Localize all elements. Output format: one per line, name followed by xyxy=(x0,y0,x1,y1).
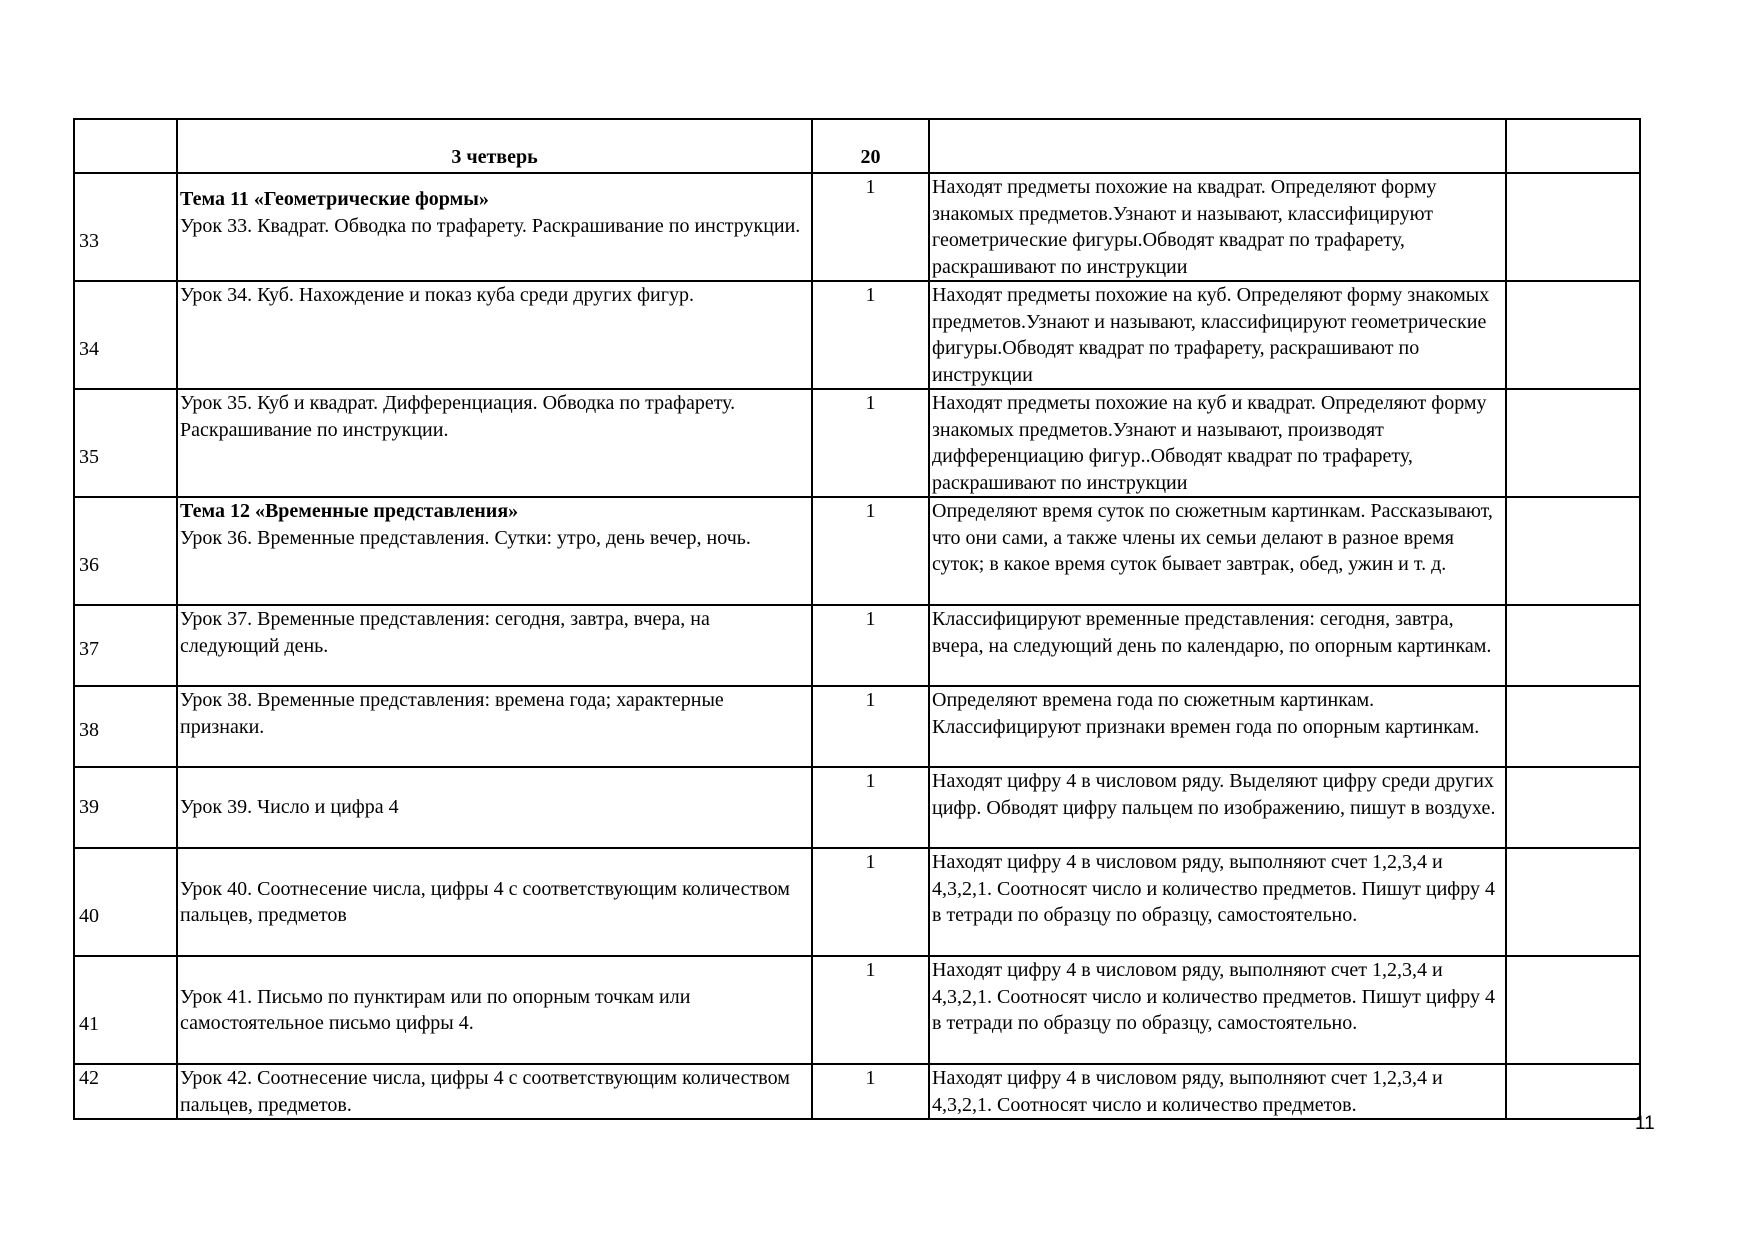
lesson-topic-cell xyxy=(177,605,812,686)
table-row xyxy=(74,605,1640,686)
lesson-hours: 1 xyxy=(812,389,929,497)
table-row xyxy=(74,848,1640,956)
lesson-title: Урок 35. Куб и квадрат. Дифференциация. Обводка по трафарету. Раскрашивание по инструкции. xyxy=(180,392,736,441)
student-activity: Находят предметы похожие на куб и квадрат. Определяют форму знакомых предметов.Узнают и называют, производят дифференциацию фигур..Обводят квадрат по трафарету, раскрашивают по инструкции xyxy=(929,389,1506,497)
lesson-hours: 1 xyxy=(812,1064,929,1119)
lesson-topic-cell xyxy=(177,1064,812,1119)
theme-title: Тема 12 «Временные представления» xyxy=(180,500,519,522)
student-activity: Находят предметы похожие на куб. Определяют форму знакомых предметов.Узнают и называют, классифицируют геометрические фигуры.Обводят квадрат по трафарету, раскрашивают по инструкции xyxy=(929,281,1506,389)
table-row xyxy=(74,173,1640,281)
lesson-topic-cell xyxy=(177,497,812,605)
lesson-note xyxy=(1506,848,1640,956)
lesson-topic-cell xyxy=(177,956,812,1064)
header-note-cell xyxy=(1506,119,1640,173)
quarter-title: 3 четверь xyxy=(177,119,812,173)
lesson-title: Урок 33. Квадрат. Обводка по трафарету. Раскрашивание по инструкции. xyxy=(180,214,801,237)
lesson-number: 42 xyxy=(74,1064,177,1119)
lesson-hours: 1 xyxy=(812,848,929,956)
lesson-hours: 1 xyxy=(812,767,929,848)
student-activity: Находят цифру 4 в числовом ряду, выполняют счет 1,2,3,4 и 4,3,2,1. Соотносят число и количество предметов. Пишут цифру 4 в тетради по образцу по образцу, самостоятельно. xyxy=(929,848,1506,956)
student-activity: Определяют времена года по сюжетным картинкам. Классифицируют признаки времен года по опорным картинкам. xyxy=(929,686,1506,767)
page-number: 11 xyxy=(1635,1113,1655,1134)
lesson-note xyxy=(1506,389,1640,497)
lesson-note xyxy=(1506,767,1640,848)
lesson-title: Урок 41. Письмо по пунктирам или по опорным точкам или самостоятельное письмо цифры 4. xyxy=(180,985,691,1034)
lesson-note xyxy=(1506,173,1640,281)
header-number-cell xyxy=(74,119,177,173)
lesson-title: Урок 39. Число и цифра 4 xyxy=(180,796,399,819)
student-activity: Определяют время суток по сюжетным картинкам. Рассказывают, что они сами, а также члены их семьи делают в разное время суток; в какое время суток бывает завтрак, обед, ужин и т. д. xyxy=(929,497,1506,605)
lesson-hours: 1 xyxy=(812,173,929,281)
lesson-topic-cell xyxy=(177,767,812,848)
lesson-title: Урок 42. Соотнесение числа, цифры 4 с соответствующим количеством пальцев, предметов. xyxy=(180,1067,790,1116)
student-activity: Классифицируют временные представления: сегодня, завтра, вчера, на следующий день по календарю, по опорным картинкам. xyxy=(929,605,1506,686)
table-row xyxy=(74,281,1640,389)
lesson-title: Урок 38. Временные представления: времена года; характерные признаки. xyxy=(180,689,724,738)
lesson-note xyxy=(1506,497,1640,605)
lesson-note xyxy=(1506,281,1640,389)
table-row xyxy=(74,767,1640,848)
lesson-number: 38 xyxy=(74,686,177,767)
lesson-topic-cell xyxy=(177,173,812,281)
lesson-hours: 1 xyxy=(812,497,929,605)
lesson-title: Урок 37. Временные представления: сегодня, завтра, вчера, на следующий день. xyxy=(180,608,710,657)
lesson-topic-cell xyxy=(177,281,812,389)
lesson-hours: 1 xyxy=(812,605,929,686)
lesson-hours: 1 xyxy=(812,281,929,389)
student-activity: Находят цифру 4 в числовом ряду, выполняют счет 1,2,3,4 и 4,3,2,1. Соотносят число и количество предметов. xyxy=(929,1064,1506,1119)
lesson-title: Урок 36. Временные представления. Сутки: утро, день вечер, ночь. xyxy=(180,526,751,549)
lesson-topic-cell xyxy=(177,389,812,497)
lesson-plan-table xyxy=(73,118,1641,1120)
lesson-number: 41 xyxy=(74,956,177,1064)
table-row xyxy=(74,686,1640,767)
table-row xyxy=(74,956,1640,1064)
lesson-number: 36 xyxy=(74,497,177,605)
student-activity: Находят предметы похожие на квадрат. Определяют форму знакомых предметов.Узнают и называют, классифицируют геометрические фигуры.Обводят квадрат по трафарету, раскрашивают по инструкции xyxy=(929,173,1506,281)
lesson-number: 35 xyxy=(74,389,177,497)
lesson-number: 37 xyxy=(74,605,177,686)
lesson-hours: 1 xyxy=(812,956,929,1064)
quarter-hours-total: 20 xyxy=(812,119,929,173)
table-row xyxy=(74,497,1640,605)
student-activity: Находят цифру 4 в числовом ряду, выполняют счет 1,2,3,4 и 4,3,2,1. Соотносят число и количество предметов. Пишут цифру 4 в тетради по образцу по образцу, самостоятельно. xyxy=(929,956,1506,1064)
lesson-note xyxy=(1506,605,1640,686)
lesson-note xyxy=(1506,1064,1640,1119)
lesson-title: Урок 40. Соотнесение числа, цифры 4 с соответствующим количеством пальцев, предметов xyxy=(180,877,790,926)
student-activity: Находят цифру 4 в числовом ряду. Выделяют цифру среди других цифр. Обводят цифру пальцем по изображению, пишут в воздухе. xyxy=(929,767,1506,848)
lesson-title: Урок 34. Куб. Нахождение и показ куба среди других фигур. xyxy=(180,284,694,306)
lesson-number: 33 xyxy=(74,173,177,281)
table-header-row xyxy=(74,119,1640,173)
lesson-note xyxy=(1506,686,1640,767)
lesson-note xyxy=(1506,956,1640,1064)
header-activity-cell xyxy=(929,119,1506,173)
lesson-number: 39 xyxy=(74,767,177,848)
table-row xyxy=(74,1064,1640,1119)
lesson-topic-cell xyxy=(177,848,812,956)
lesson-number: 40 xyxy=(74,848,177,956)
table-row xyxy=(74,389,1640,497)
lesson-number: 34 xyxy=(74,281,177,389)
lesson-hours: 1 xyxy=(812,686,929,767)
lesson-topic-cell xyxy=(177,686,812,767)
theme-title: Тема 11 «Геометрические формы» xyxy=(180,188,489,210)
